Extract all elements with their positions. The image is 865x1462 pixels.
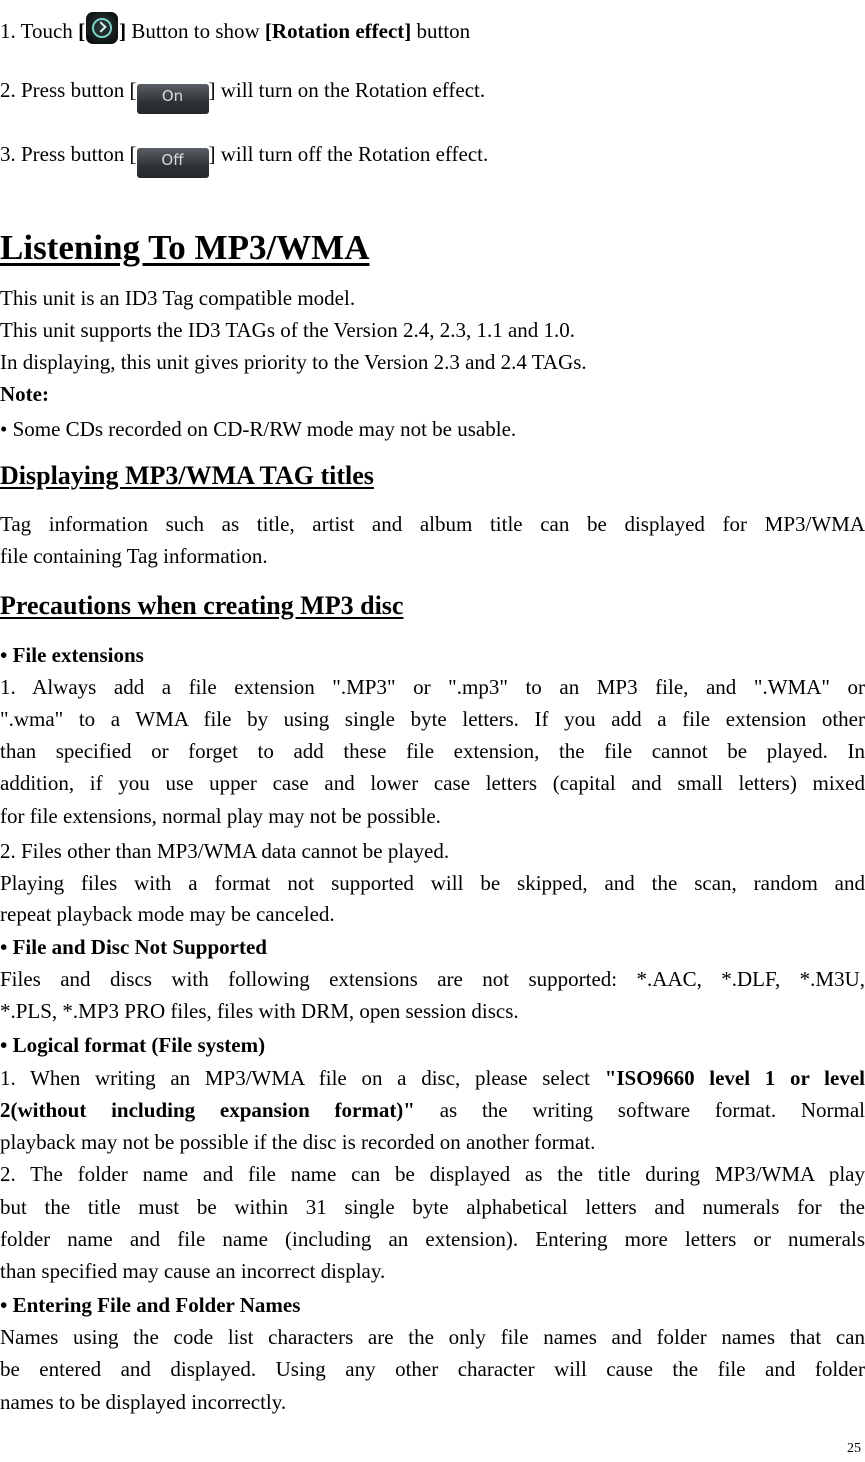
intro-line-2: This unit supports the ID3 TAGs of the Version 2.4, 2.3, 1.1 and 1.0. (0, 318, 576, 342)
step-2-suffix: ] will turn on the Rotation effect. (208, 78, 486, 102)
unsupported-line-2: *.PLS, *.MP3 PRO files, files with DRM, open session discs. (0, 999, 519, 1023)
step-3-suffix: ] will turn off the Rotation effect. (208, 142, 489, 166)
page-number: 25 (847, 1441, 861, 1456)
logical-line-1-text: 1. When writing an MP3/WMA file on a disc, please select (0, 1066, 605, 1090)
unsupported-line-1: Files and discs with following extensions are not supported: *.AAC, *.DLF, *.M3U, (0, 967, 865, 991)
note-text: • Some CDs recorded on CD-R/RW mode may not be usable. (0, 417, 517, 441)
bracket-close: ] (119, 19, 127, 43)
step-2 (0, 77, 865, 114)
step-1-mid: Button to show (126, 19, 265, 43)
precautions-heading: Precautions when creating MP3 disc (0, 591, 404, 620)
ext-line-8: repeat playback mode may be canceled. (0, 902, 335, 926)
bracket-open: [ (78, 19, 86, 43)
file-extensions-heading: • File extensions (0, 643, 144, 667)
logical-line-1 (0, 1065, 865, 1091)
ext-line-6: 2. Files other than MP3/WMA data cannot be played. (0, 839, 450, 863)
ext-line-4: addition, if you use upper case and lower case letters (capital and small letters) mixed (0, 771, 865, 795)
unsupported-heading: • File and Disc Not Supported (0, 935, 267, 959)
names-line-1: Names using the code list characters are the only file names and folder names that can (0, 1325, 865, 1349)
ext-line-7: Playing files with a format not supported will be skipped, and the scan, random and (0, 871, 865, 895)
step-1 (0, 12, 865, 44)
off-button-image: Off (137, 148, 209, 178)
ext-line-3: than specified or forget to add these file extension, the file cannot be played. In (0, 739, 865, 763)
logical-line-7: than specified may cause an incorrect display. (0, 1259, 386, 1283)
ext-line-5: for file extensions, normal play may not be possible. (0, 804, 441, 828)
iso9660-label: "ISO9660 level 1 or level (604, 1066, 865, 1090)
logical-line-2-text: as the writing software format. Normal (414, 1098, 865, 1122)
logical-heading: • Logical format (File system) (0, 1033, 266, 1057)
ext-line-2: ".wma" to a WMA file by using single byte letters. If you add a file extension other (0, 707, 865, 731)
on-button-image: On (137, 84, 209, 114)
logical-line-3: playback may not be possible if the disc is recorded on another format. (0, 1130, 596, 1154)
names-line-3: names to be displayed incorrectly. (0, 1390, 287, 1414)
note-label: Note: (0, 382, 49, 406)
rotation-effect-label: [Rotation effect] (264, 19, 412, 43)
intro-line-1: This unit is an ID3 Tag compatible model. (0, 286, 356, 310)
names-heading: • Entering File and Folder Names (0, 1293, 301, 1317)
section-title: Listening To MP3/WMA (0, 228, 370, 267)
round-arrow-button-icon (86, 12, 118, 44)
step-2-prefix: 2. Press button [ (0, 78, 137, 102)
step-3-prefix: 3. Press button [ (0, 142, 137, 166)
step-1-suffix: button (411, 19, 471, 43)
step-1-prefix: 1. Touch (0, 19, 79, 43)
names-line-2: be entered and displayed. Using any other character will cause the file and folder (0, 1357, 865, 1381)
expansion-format-label: 2(without including expansion format)" (0, 1098, 415, 1122)
tag-text-2: file containing Tag information. (0, 544, 268, 568)
step-3 (0, 141, 865, 178)
intro-line-3: In displaying, this unit gives priority to the Version 2.3 and 2.4 TAGs. (0, 350, 587, 374)
tag-text-1: Tag information such as title, artist and album title can be displayed for MP3/WMA (0, 512, 865, 536)
logical-line-4: 2. The folder name and file name can be displayed as the title during MP3/WMA play (0, 1162, 865, 1186)
tag-heading: Displaying MP3/WMA TAG titles (0, 461, 374, 490)
logical-line-5: but the title must be within 31 single byte alphabetical letters and numerals for the (0, 1195, 865, 1219)
logical-line-2 (0, 1097, 865, 1123)
ext-line-1: 1. Always add a file extension ".MP3" or ".mp3" to an MP3 file, and ".WMA" or (0, 675, 865, 699)
logical-line-6: folder name and file name (including an extension). Entering more letters or numerals (0, 1227, 865, 1251)
